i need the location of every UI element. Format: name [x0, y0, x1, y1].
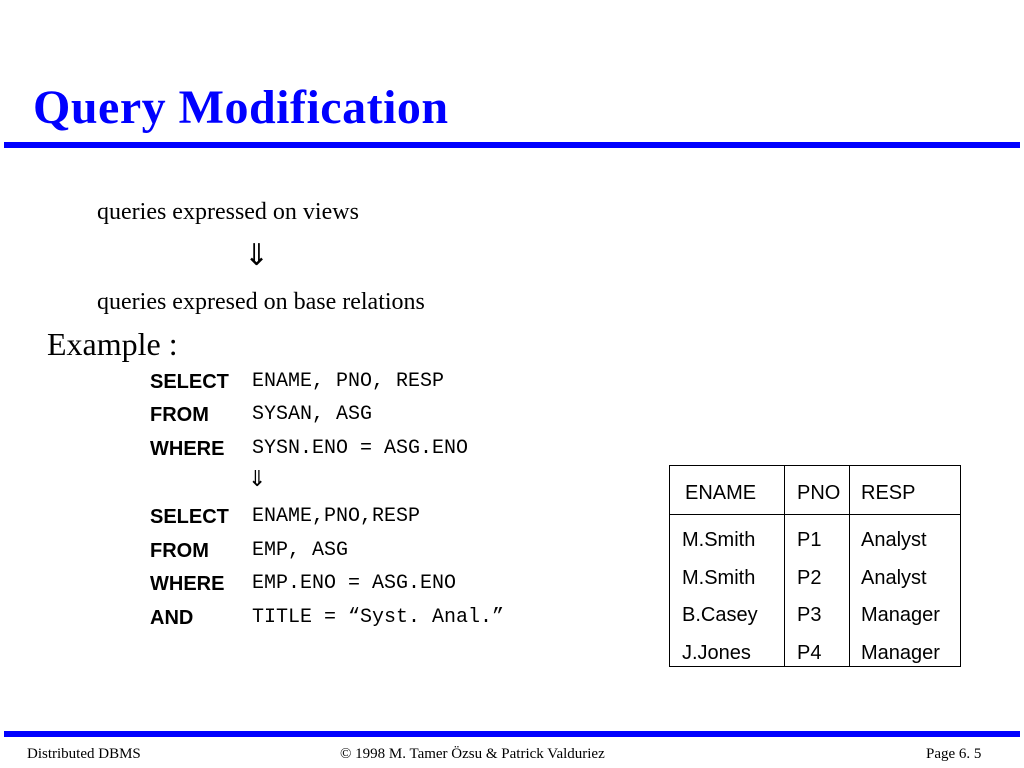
views-text: queries expressed on views — [97, 199, 359, 225]
table-cell: P4 — [797, 642, 822, 664]
down-arrow-icon: ⇓ — [244, 238, 270, 273]
sql-keyword: FROM — [150, 540, 209, 562]
footer-divider — [4, 731, 1020, 737]
sql-keyword: WHERE — [150, 573, 225, 595]
sql-keyword: FROM — [150, 404, 209, 426]
sql-clause: TITLE = “Syst. Anal.” — [252, 606, 505, 629]
slide-title: Query Modification — [33, 81, 449, 134]
column-divider — [849, 466, 850, 666]
table-cell: P3 — [797, 604, 822, 626]
table-cell: Analyst — [861, 567, 927, 589]
table-cell: M.Smith — [682, 529, 756, 551]
footer-page-number: Page 6. 5 — [926, 746, 982, 762]
header-divider — [670, 514, 960, 515]
down-arrow-icon: ⇓ — [248, 467, 267, 492]
table-cell: J.Jones — [682, 642, 751, 664]
sql-keyword: AND — [150, 607, 194, 629]
sql-keyword: SELECT — [150, 506, 229, 528]
table-cell: Analyst — [861, 529, 927, 551]
example-label: Example : — [47, 326, 178, 362]
base-relations-text: queries expresed on base relations — [97, 289, 425, 315]
column-header: RESP — [861, 482, 916, 504]
column-divider — [784, 466, 785, 666]
table-cell: P1 — [797, 529, 822, 551]
sql-clause: EMP, ASG — [252, 539, 349, 562]
result-table — [669, 465, 961, 667]
table-cell: B.Casey — [682, 604, 758, 626]
sql-clause: EMP.ENO = ASG.ENO — [252, 572, 457, 595]
footer-course: Distributed DBMS — [27, 746, 141, 762]
footer-copyright: © 1998 M. Tamer Özsu & Patrick Valduriez — [340, 746, 605, 762]
table-cell: Manager — [861, 604, 940, 626]
title-divider — [4, 142, 1020, 148]
sql-clause: ENAME,PNO,RESP — [252, 505, 421, 528]
table-cell: M.Smith — [682, 567, 756, 589]
column-header: ENAME — [685, 482, 757, 504]
table-cell: Manager — [861, 642, 940, 664]
sql-keyword: SELECT — [150, 371, 229, 393]
column-header: PNO — [797, 482, 841, 504]
sql-keyword: WHERE — [150, 438, 225, 460]
table-cell: P2 — [797, 567, 822, 589]
sql-clause: SYSN.ENO = ASG.ENO — [252, 437, 469, 460]
sql-clause: ENAME, PNO, RESP — [252, 370, 445, 393]
sql-clause: SYSAN, ASG — [252, 403, 373, 426]
